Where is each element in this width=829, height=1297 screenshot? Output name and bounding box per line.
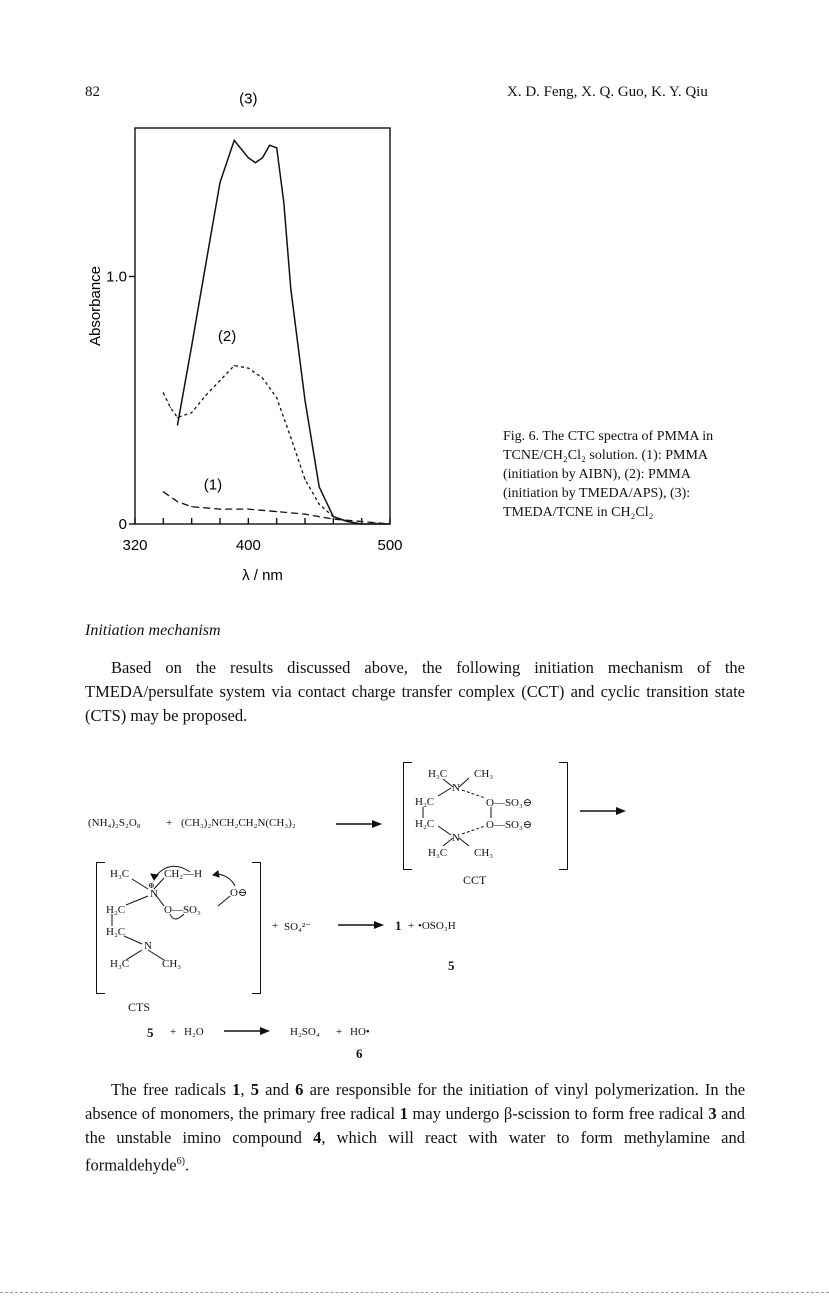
running-header-authors: X. D. Feng, X. Q. Guo, K. Y. Qiu xyxy=(507,84,708,100)
y-tick-label: 0 xyxy=(118,516,127,533)
figure-caption: Fig. 6. The CTC spectra of PMMA in TCNE/CH₂Cl₂ solution. (1): PMMA (initiation by AIBN), (2): PMMA (initiation by TMEDA/APS), (3): TMEDA/TCNE in CH₂Cl₂ xyxy=(503,429,714,520)
cct-ch3-top: CH₃ xyxy=(474,768,494,780)
water-formula: H₂O xyxy=(184,1026,204,1038)
water-plus: + xyxy=(170,1026,177,1038)
cts-h3c-bot: H₃C xyxy=(110,958,130,970)
cct-h2c-b: H₂C xyxy=(415,818,435,830)
radical-1-ref: 1 xyxy=(232,1080,241,1099)
closing-post: , which will react with water to form methylamine and formaldehyde xyxy=(85,1128,746,1175)
product-plus: + xyxy=(408,920,415,932)
cct-o2: O—SO₃⊖ xyxy=(486,819,533,831)
product-6: 6 xyxy=(356,1046,363,1061)
product-1: 1 xyxy=(395,918,402,933)
cts-label: CTS xyxy=(128,1000,151,1014)
arrow-water xyxy=(222,1025,272,1037)
cts-right-bracket xyxy=(252,862,261,994)
x-axis-label: λ / nm xyxy=(242,567,283,584)
cts-o-so3: O—SO₃ xyxy=(164,904,201,916)
cts-n2: N xyxy=(144,940,152,952)
water-reactant-5: 5 xyxy=(147,1025,154,1040)
cct-n2: N xyxy=(452,832,460,844)
cts-ch3-bot: CH₃ xyxy=(162,958,182,970)
compound-4-ref: 4 xyxy=(313,1128,322,1147)
closing-paragraph xyxy=(85,1078,745,1178)
cts-h3c-top: H₃C xyxy=(110,868,130,880)
x-tick-label: 500 xyxy=(377,537,403,554)
cct-h3c-top: H₃C xyxy=(428,768,448,780)
cts-o-minus: O⊖ xyxy=(230,887,248,899)
cct-label: CCT xyxy=(463,873,487,887)
cts-ch2-h: CH₂—H xyxy=(164,868,203,880)
cts-n-plus: N xyxy=(150,888,158,900)
cct-h2c: H₂C xyxy=(415,796,435,808)
reactant-persulfate: (NH₄)₂S₂O₈ xyxy=(88,817,141,829)
closing-mid4: may undergo β-scission to form free radical xyxy=(407,1104,709,1123)
cts-plus: + xyxy=(272,920,279,932)
radical-3-ref: 3 xyxy=(708,1104,717,1123)
cts-h2c: H₂C xyxy=(106,904,126,916)
closing-mid5: and the unstable imino compound xyxy=(85,1104,745,1147)
sulfate-ion: SO₄²⁻ xyxy=(284,921,312,933)
curve-label-1: (1) xyxy=(203,476,223,494)
closing-mid2: and xyxy=(258,1080,296,1099)
radical-5-ref: 5 xyxy=(250,1080,259,1099)
page-number: 82 xyxy=(85,84,100,100)
arrow-to-cct xyxy=(334,818,384,830)
y-axis-label: Absorbance xyxy=(87,265,104,347)
cct-right-bracket xyxy=(559,762,568,870)
x-tick-label: 400 xyxy=(235,537,261,554)
cct-ch3-bot: CH₃ xyxy=(474,847,494,859)
cct-o1: O—SO₃⊖ xyxy=(486,797,533,809)
sulfuric-acid: H₂SO₄ xyxy=(290,1026,320,1038)
cts-bonds xyxy=(98,856,253,986)
x-tick-label: 320 xyxy=(122,537,148,554)
reactant-tmeda: (CH₃)₂NCH₂CH₂N(CH₃)₂ xyxy=(181,817,296,829)
hydroxyl-radical: HO• xyxy=(350,1026,370,1038)
product-radical: •OSO₃H xyxy=(418,920,456,932)
radical-6-ref: 6 xyxy=(295,1080,304,1099)
closing-mid1: , xyxy=(240,1080,251,1099)
page-bottom-rule xyxy=(0,1292,829,1293)
arrow-after-cct xyxy=(578,805,628,817)
product-5: 5 xyxy=(448,958,455,973)
section-heading: Initiation mechanism xyxy=(85,622,221,639)
closing-pre: The free radicals xyxy=(111,1080,233,1099)
cct-n1: N xyxy=(452,782,460,794)
closing-mid3: are responsible for the initiation of vinyl polymerization. In the absence of monomers, the primary free radical xyxy=(85,1080,746,1123)
curve-label-2: (2) xyxy=(217,327,237,345)
cts-h2c-b: H₂C xyxy=(106,926,126,938)
cct-bonds xyxy=(405,762,555,868)
reference-marker: 6) xyxy=(176,1156,185,1167)
cct-h3c-bot: H₃C xyxy=(428,847,448,859)
closing-end: . xyxy=(184,1155,190,1175)
radical-1-ref-b: 1 xyxy=(399,1104,408,1123)
arrow-cts-products xyxy=(336,919,386,931)
intro-text: Based on the results discussed above, the following initiation mechanism of the TMEDA/persulfate system via contact charge transfer complex (CCT) and cyclic transition state (CTS) may be proposed. xyxy=(85,658,745,725)
cts-plus-charge: ⊕ xyxy=(148,881,155,890)
curve-label-3: (3) xyxy=(239,90,258,108)
plus-sign: + xyxy=(166,817,173,829)
water-plus-2: + xyxy=(336,1026,343,1038)
y-tick-label: 1.0 xyxy=(106,268,127,286)
